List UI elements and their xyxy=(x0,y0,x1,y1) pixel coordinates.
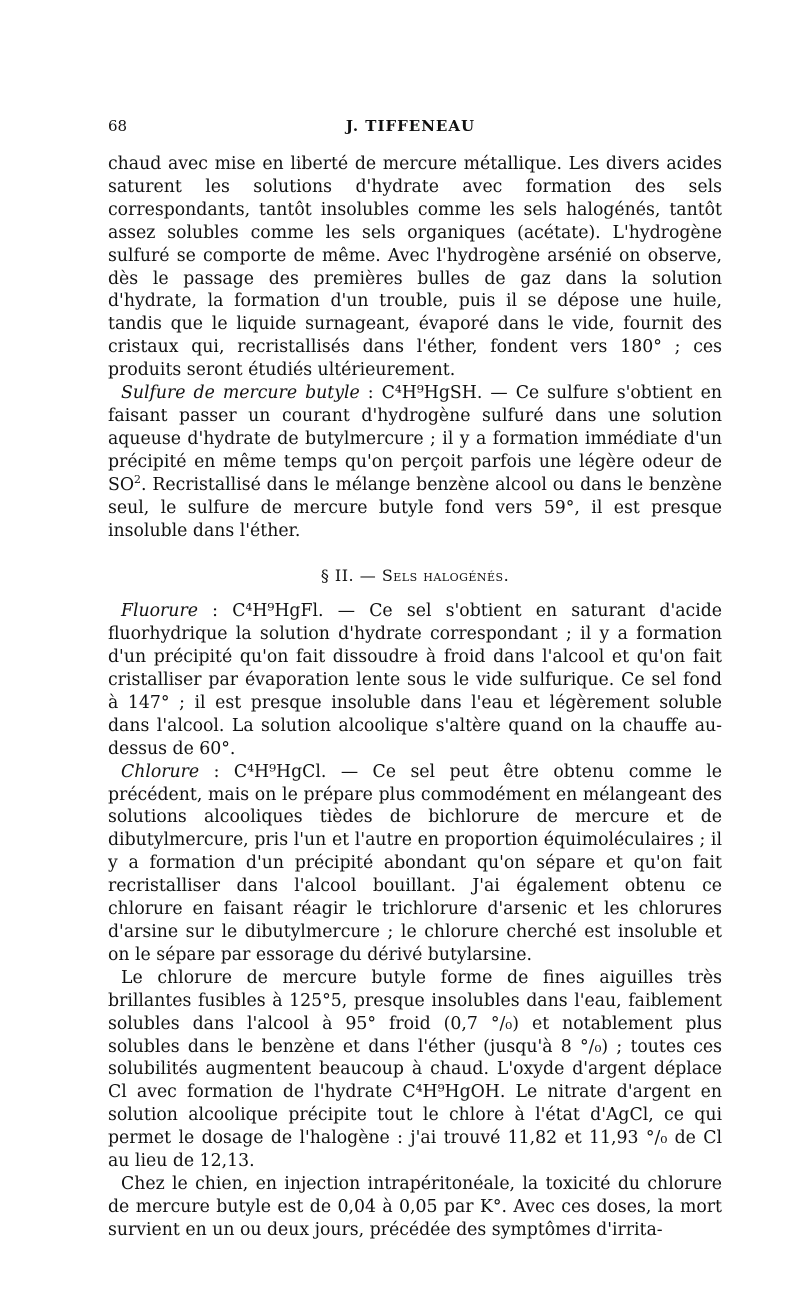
sulfure-formula: C⁴H⁹HgSH. xyxy=(381,383,483,404)
section-heading xyxy=(108,565,722,588)
chlorure-properties-paragraph: Le chlorure de mercure butyle forme de fines aiguilles très brillantes fusibles à 125°5, presque insolubles dans l'eau, faiblement solubles dans l'alcool à 95° froid (0,7 °/₀) et notablement plus solubles dans le benzène et dans l'éther (jusqu'à 8 °/₀) ; toutes ces solubilités augmentent beaucoup à chaud. L'oxyde d'argent déplace Cl avec formation de l'hydrate C⁴H⁹HgOH. Le nitrate d'argent en solution alcoolique précipite tout le chlore à l'état d'AgCl, ce qui permet le dosage de l'halogène : j'ai trouvé 11,82 et 11,93 °/₀ de Cl au lieu de 12,13. xyxy=(108,967,722,1172)
chlorure-formula: C⁴H⁹HgCl. xyxy=(233,761,327,782)
sulfure-text-a: — Ce sulfure s'obtient en faisant passer un courant d'hydrogène sulfuré dans une solution aqueuse d'hydrate de butylmercure ; il y a formation immédiate d'un précipité en même temps qu'on perçoit parfois une légère odeur de SO xyxy=(108,383,723,495)
sulfure-text-b: . Recristallisé dans le mélange benzène alcool ou dans le benzène seul, le sulfure de mercure butyle fond vers 59°, il est presque insoluble dans l'éther. xyxy=(108,474,722,541)
sulfure-paragraph: Sulfure de mercure butyle : C⁴H⁹HgSH. — Ce sulfure s'obtient en faisant passer un courant d'hydrogène sulfuré dans une solution aqueuse d'hydrate de butylmercure ; il y a formation immédiate d'un précipité en même temps qu'on perçoit parfois une légère odeur de $SO^2$. Recristallisé dans le mélange benzène alcool ou dans le benzène seul, le sulfure de mercure butyle fond vers 59°, il est presque insoluble dans l'éther. xyxy=(108,383,723,541)
page-header xyxy=(108,117,713,141)
running-head: J. TIFFENEAU xyxy=(345,117,476,135)
intro-paragraph: chaud avec mise en liberté de mercure métallique. Les divers acides saturent les solutions d'hydrate avec formation des sels correspondants, tantôt insolubles comme les sels halogénés, tantôt assez solubles comme les sels organiques (acétate). L'hydrogène sulfuré se comporte de même. Avec l'hydrogène arsénié on observe, dès le passage des premières bulles de gaz dans la solution d'hydrate, la formation d'un trouble, puis il se dépose une huile, tandis que le liquide surnageant, évaporé dans le vide, fournit des cristaux qui, recristallisés dans l'éther, fondent vers 180° ; ces produits seront étudiés ultérieurement. xyxy=(108,154,722,381)
fluorure-paragraph: Fluorure : C⁴H⁹HgFl. — Ce sel s'obtient en saturant d'acide fluorhydrique la solution d'hydrate correspondant ; il y a formation d'un précipité qu'on fait dissoudre à froid dans l'alcool et qu'on fait cristalliser par évaporation lente sous le vide sulfurique. Ce sel fond à 147° ; il est presque insoluble dans l'eau et légèrement soluble dans l'alcool. La solution alcoolique s'altère quand on la chauffe au-dessus de 60°. xyxy=(108,601,723,759)
page-body xyxy=(108,153,722,1242)
section-number: § II. — xyxy=(320,566,377,586)
fluorure-title: Fluorure xyxy=(121,601,198,622)
toxicity-paragraph: Chez le chien, en injection intrapéritonéale, la toxicité du chlorure de mercure butyle est de 0,04 à 0,05 par K°. Avec ces doses, la mort survient en un ou deux jours, précédée des symptômes d'irrita- xyxy=(108,1173,722,1240)
chlorure-title: Chlorure xyxy=(121,761,200,782)
section-title: Sels halogénés. xyxy=(381,566,510,586)
page-number: 68 xyxy=(108,117,128,135)
fluorure-formula: C⁴H⁹HgFl. xyxy=(232,601,324,622)
chlorure-paragraph: Chlorure : C⁴H⁹HgCl. — Ce sel peut être obtenu comme le précédent, mais on le prépare plus commodément en mélangeant des solutions alcooliques tièdes de bichlorure de mercure et de dibutylmercure, pris l'un et l'autre en proportion équimoléculaires ; il y a formation d'un précipité abondant qu'on sépare et qu'on fait recristalliser dans l'alcool bouillant. J'ai également obtenu ce chlorure en faisant réagir le trichlorure d'arsenic et les chlorures d'arsine sur le dibutylmercure ; le chlorure cherché est insoluble et on le sépare par essorage du dérivé butylarsine. xyxy=(108,761,722,965)
so2-subscript: 2 xyxy=(134,472,142,486)
fluorure-text: — Ce sel s'obtient en saturant d'acide fluorhydrique la solution d'hydrate correspondant ; il y a formation d'un précipité qu'on fait dissoudre à froid dans l'alcool et qu'on fait cristalliser par évaporation lente sous le vide sulfurique. Ce sel fond à 147° ; il est presque insoluble dans l'eau et légèrement soluble dans l'alcool. La solution alcoolique s'altère quand on la chauffe au-dessus de 60°. xyxy=(108,601,723,759)
sulfure-title: Sulfure de mercure butyle xyxy=(121,383,360,404)
chlorure-text: — Ce sel peut être obtenu comme le précédent, mais on le prépare plus commodément en mélangeant des solutions alcooliques tièdes de bichlorure de mercure et de dibutylmercure, pris l'un et l'autre en proportion équimoléculaires ; il y a formation d'un précipité abondant qu'on sépare et qu'on fait recristalliser dans l'alcool bouillant. J'ai également obtenu ce chlorure en faisant réagir le trichlorure d'arsenic et les chlorures d'arsine sur le dibutylmercure ; le chlorure cherché est insoluble et on le sépare par essorage du dérivé butylarsine. xyxy=(108,761,722,965)
